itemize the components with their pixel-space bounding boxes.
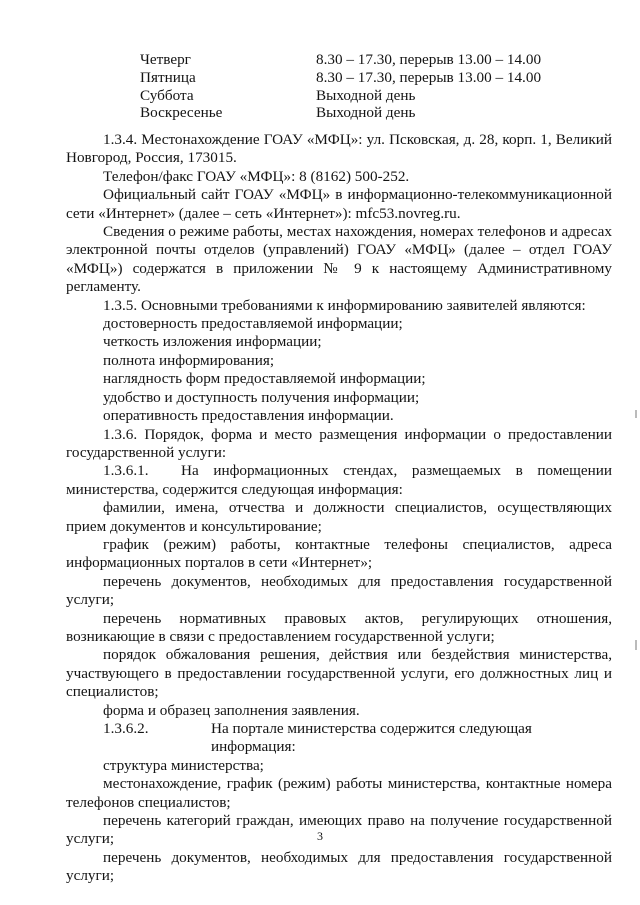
- document-body: [66, 131, 612, 886]
- portal-info-item: структура министерства;: [103, 756, 264, 774]
- portal-info-item: перечень документов, необходимых для предоставления государственной услуги;: [66, 848, 612, 885]
- schedule-hours: 8.30 – 17.30, перерыв 13.00 – 14.00: [316, 51, 542, 68]
- portal-info-item: местонахождение, график (режим) работы министерства, контактные номера телефонов специалистов;: [66, 775, 612, 811]
- schedule-hours: Выходной день: [316, 104, 416, 122]
- section-lead-continuation: министерства, содержится следующая информация:: [66, 480, 403, 498]
- section-lead: На портале министерства содержится следующая информация:: [211, 720, 532, 756]
- requirement-item: удобство и доступность получения информации;: [103, 388, 420, 406]
- schedule-day: Воскресенье: [140, 104, 223, 122]
- section-1-3-6-1-heading: [66, 462, 612, 480]
- schedule-table: [140, 51, 541, 122]
- section-1-3-6-2-heading: [66, 720, 612, 757]
- stand-info-item: форма и образец заполнения заявления.: [103, 701, 360, 719]
- schedule-hours: 8.30 – 17.30, перерыв 13.00 – 14.00: [316, 68, 542, 86]
- paragraph-1-3-4: 1.3.4. Местонахождение ГОАУ «МФЦ»: ул. Псковская, д. 28, корп. 1, Великий Новгород, Россия, 173015.: [66, 131, 612, 167]
- schedule-day: Пятница: [140, 68, 196, 86]
- schedule-hours: Выходной день: [316, 86, 416, 104]
- schedule-row: [140, 69, 541, 87]
- scan-edge-mark: [635, 640, 637, 650]
- section-number: 1.3.6.2.: [103, 720, 149, 737]
- schedule-row: [140, 51, 541, 69]
- schedule-day: Суббота: [140, 86, 194, 104]
- paragraph-1-3-6: 1.3.6. Порядок, форма и место размещения информации о предоставлении государственной услуги:: [66, 425, 612, 461]
- schedule-row: [140, 87, 541, 105]
- requirement-item: оперативность предоставления информации.: [103, 407, 394, 425]
- scan-edge-mark: [635, 410, 637, 418]
- stand-info-item: перечень документов, необходимых для предоставления государственной услуги;: [66, 572, 612, 609]
- section-lead-line: На информационных стендах, размещаемых в помещении: [181, 462, 612, 480]
- stand-info-item: график (режим) работы, контактные телефоны специалистов, адреса информационных порталов в сети «Интернет»;: [66, 535, 612, 572]
- paragraph-offices-info: Сведения о режиме работы, местах нахождения, номерах телефонов и адресах электронной почты отделов (управлений) ГОАУ «МФЦ» (далее – отдел ГОАУ «МФЦ») содержатся в приложении № 9 к настоящему Административному регламенту.: [66, 223, 612, 296]
- requirement-item: наглядность форм предоставляемой информации;: [103, 370, 426, 388]
- paragraph-1-3-5: 1.3.5. Основными требованиями к информированию заявителей являются:: [103, 296, 586, 314]
- requirement-item: полнота информирования;: [103, 351, 275, 369]
- paragraph-website: Официальный сайт ГОАУ «МФЦ» в информационно-телекоммуникационной сети «Интернет» (далее – сеть «Интернет»): mfc53.novreg.ru.: [66, 186, 612, 222]
- schedule-row: [140, 104, 541, 122]
- stand-info-item: перечень нормативных правовых актов, регулирующих отношения, возникающие в связи с предоставлением государственной услуги;: [66, 609, 612, 645]
- requirement-item: достоверность предоставляемой информации;: [103, 315, 403, 333]
- requirement-item: четкость изложения информации;: [103, 333, 322, 351]
- stand-info-item: фамилии, имена, отчества и должности специалистов, осуществляющих прием документов и консультирование;: [66, 499, 612, 535]
- portal-info-item: перечень категорий граждан, имеющих право на получение государственной услуги;: [66, 812, 612, 848]
- section-number: 1.3.6.1.: [103, 462, 149, 480]
- schedule-day: Четверг: [140, 51, 191, 68]
- page-number: 3: [317, 829, 323, 843]
- stand-info-item: порядок обжалования решения, действия или бездействия министерства, участвующего в предоставлении государственной услуги, его должностных лиц и специалистов;: [66, 646, 612, 701]
- paragraph-phone: Телефон/факс ГОАУ «МФЦ»: 8 (8162) 500-252.: [103, 167, 410, 185]
